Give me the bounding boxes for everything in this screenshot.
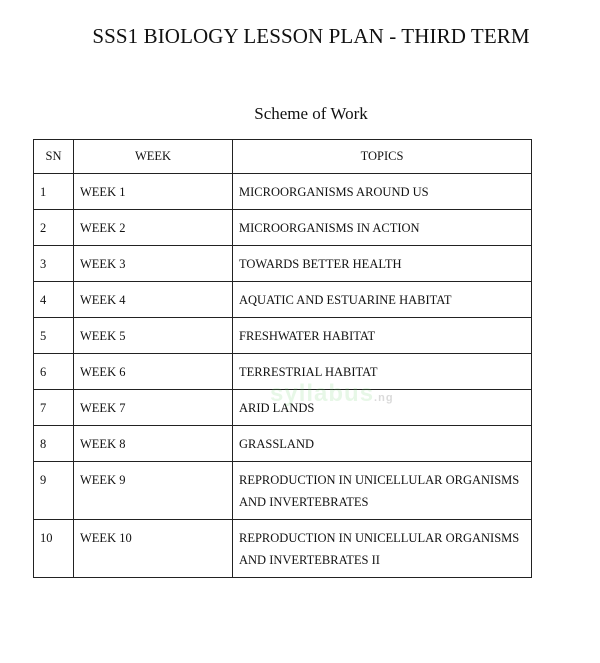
table-row [34, 354, 532, 390]
cell-week: WEEK 9 [74, 462, 233, 520]
cell-week: WEEK 10 [74, 520, 233, 578]
cell-week: WEEK 7 [74, 390, 233, 426]
cell-sn: 5 [34, 318, 74, 354]
cell-sn: 10 [34, 520, 74, 578]
cell-sn: 9 [34, 462, 74, 520]
header-topics: TOPICS [233, 140, 532, 174]
cell-sn: 6 [34, 354, 74, 390]
table-row [34, 390, 532, 426]
cell-week: WEEK 6 [74, 354, 233, 390]
table-row [34, 318, 532, 354]
cell-week: WEEK 4 [74, 282, 233, 318]
document-subtitle: Scheme of Work [254, 104, 368, 123]
watermark-name: syllabus [270, 380, 375, 407]
table-row [34, 174, 532, 210]
cell-topic: MICROORGANISMS AROUND US [233, 174, 532, 210]
cell-topic: REPRODUCTION IN UNICELLULAR ORGANISMS AND INVERTEBRATES [233, 462, 532, 520]
table-row [34, 246, 532, 282]
cell-topic: TOWARDS BETTER HEALTH [233, 246, 532, 282]
cell-week: WEEK 5 [74, 318, 233, 354]
cell-week: WEEK 1 [74, 174, 233, 210]
cell-topic: REPRODUCTION IN UNICELLULAR ORGANISMS AND INVERTEBRATES II [233, 520, 532, 578]
cell-sn: 4 [34, 282, 74, 318]
header-week: WEEK [74, 140, 233, 174]
cell-topic: GRASSLAND [233, 426, 532, 462]
table-row [34, 282, 532, 318]
header-sn: SN [34, 140, 74, 174]
scheme-of-work-table [33, 139, 532, 578]
table-header-row [34, 140, 532, 174]
cell-sn: 3 [34, 246, 74, 282]
cell-topic: TERRESTRIAL HABITAT [233, 354, 532, 390]
watermark-tld: .ng [374, 392, 394, 404]
cell-topic: AQUATIC AND ESTUARINE HABITAT [233, 282, 532, 318]
document-title: SSS1 BIOLOGY LESSON PLAN - THIRD TERM [92, 24, 530, 48]
cell-sn: 7 [34, 390, 74, 426]
cell-topic: FRESHWATER HABITAT [233, 318, 532, 354]
cell-week: WEEK 8 [74, 426, 233, 462]
cell-topic: MICROORGANISMS IN ACTION [233, 210, 532, 246]
table-row [34, 462, 532, 520]
cell-sn: 2 [34, 210, 74, 246]
cell-sn: 8 [34, 426, 74, 462]
cell-week: WEEK 2 [74, 210, 233, 246]
cell-sn: 1 [34, 174, 74, 210]
table-row [34, 210, 532, 246]
cell-week: WEEK 3 [74, 246, 233, 282]
table-row [34, 520, 532, 578]
table-row [34, 426, 532, 462]
cell-topic: ARID LANDS [233, 390, 532, 426]
